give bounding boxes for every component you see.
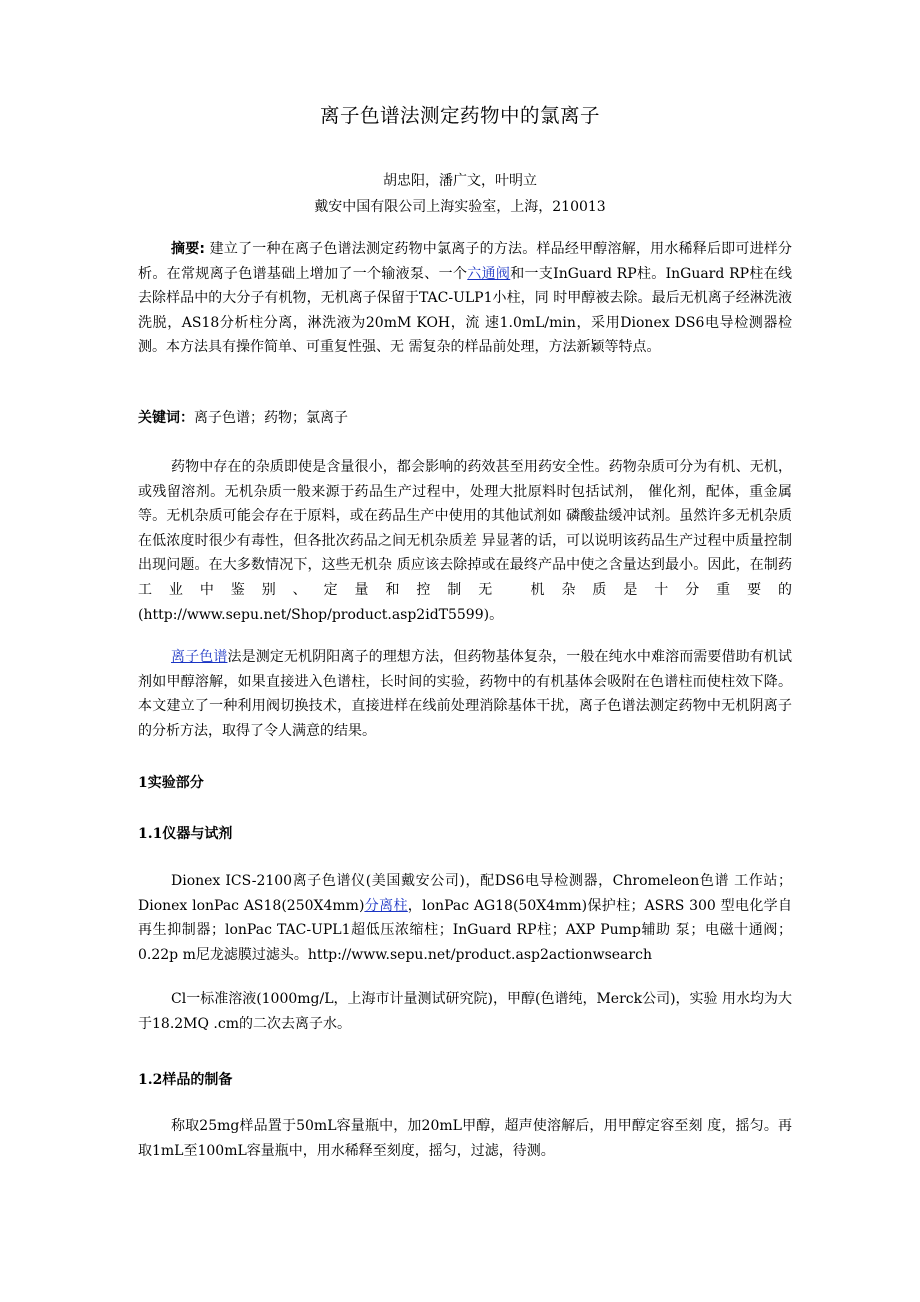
abstract (138, 237, 792, 360)
paragraph-impurities-text: 药物中存在的杂质即使是含量很小，都会影响的药效甚至用药安全性。药物杂质可分为有机、无机，或残留溶剂。无机杂质一般来源于药品生产过程中，处理大批原料时包括试剂， 催化剂，配体，重金属等。无机杂质可能会存在于原料，或在药品生产中使用的其他试剂如 磷酸盐缓冲试剂。虽然许多无机杂质在低浓度时很少有毒性，但各批次药品之间无机杂质差 异显著的话，可以说明该药品生产过程中质量控制出现问题。在大多数情况下，这些无机杂 质应该去除掉或在最终产品中使之含量达到最小。因此，在制药工业中鉴别、定量和控制无 机杂质是十分重要的(http://www.sepu.net/Shop/product.asp2idT5599)。 (138, 459, 792, 623)
keywords-text: 离子色谱；药物；氯离子 (194, 410, 348, 426)
keywords (138, 407, 348, 427)
paragraph-instruments-text-1: Dionex ICS-2100离子色谱仪(美国戴安公司)，配DS6电导检测器，Chromeleon色谱 工作站；Dionex lonPac AS18(250X4mm) (138, 873, 792, 914)
paragraph-sample-prep (138, 1114, 792, 1163)
abstract-label: 摘要: (171, 241, 206, 257)
separation-column-link[interactable]: 分离柱 (364, 897, 408, 914)
paragraph-impurities (138, 455, 792, 627)
page-title: 离子色谱法测定药物中的氯离子 (319, 104, 600, 127)
keywords-label: 关键词： (138, 410, 194, 426)
ion-chromatography-link[interactable]: 离子色谱 (171, 649, 228, 665)
six-way-valve-link[interactable]: 六通阀 (467, 265, 511, 282)
paragraph-reagents-text: Cl一标准溶液(1000mg/L，上海市计量测试研究院)，甲醇(色谱纯，Merck公司)，实验 用水均为大于18.2MQ .cm的二次去离子水。 (138, 991, 793, 1032)
paragraph-sample-prep-text: 称取25mg样品置于50mL容量瓶中，加20mL甲醇，超声使溶解后，用甲醇定容至刻 度，摇匀。再取1mL至100mL容量瓶中，用水稀释至刻度，摇匀，过滤，待测。 (138, 1118, 792, 1159)
abstract-text-2: 和一支InGuard RP柱。InGuard RP柱在线去除样品中的大分子有机物，无机离子保留于TAC-ULP1小柱，同 时甲醇被去除。最后无机离子经淋洗液洗脱，AS18分析柱分离，淋洗液为20mM KOH，流 速1.0mL/min，采用Dionex DS6电导检测器检测。本方法具有操作简单、可重复性强、无 需复杂的样品前处理，方法新颖等特点。 (138, 265, 793, 356)
abstract-text-1: 建立了一种在离子色谱法测定药物中氯离子的方法。样品经甲醇溶解，用水稀释后即可进样分析。在常规离子色谱基础上增加了一个输液泵、一个 (138, 241, 792, 282)
authors: 胡忠阳，潘广文，叶明立 (383, 173, 537, 189)
affiliation: 戴安中国有限公司上海实验室，上海，210013 (314, 199, 606, 215)
section-heading-1-1: 1.1仪器与试剂 (138, 826, 233, 842)
paragraph-instruments (138, 869, 792, 967)
paragraph-instruments-text-2: ，lonPac AG18(50X4mm)保护柱；ASRS 300 型电化学自再生抑制器；lonPac TAC-UPL1超低压浓缩柱；InGuard RP柱；AXP Pump辅助 泵；电磁十通阀；0.22p m尼龙滤膜过滤头。http://www.sepu.net/product.asp2actionwsearch (138, 897, 793, 963)
section-heading-1-2: 1.2样品的制备 (138, 1072, 233, 1088)
paragraph-reagents (138, 987, 792, 1036)
paragraph-ion-chromatography-text: 法是测定无机阴阳离子的理想方法，但药物基体复杂，一般在纯水中难溶而需要借助有机试剂如甲醇溶解，如果直接进入色谱柱，长时间的实验，药物中的有机基体会吸附在色谱柱而使柱效下降。本文建立了一种利用阀切换技术，直接进样在线前处理消除基体干扰，离子色谱法测定药物中无机阴离子的分析方法，取得了令人满意的结果。 (138, 649, 793, 739)
section-heading-1: 1实验部分 (138, 775, 204, 791)
paragraph-ion-chromatography (138, 645, 792, 743)
